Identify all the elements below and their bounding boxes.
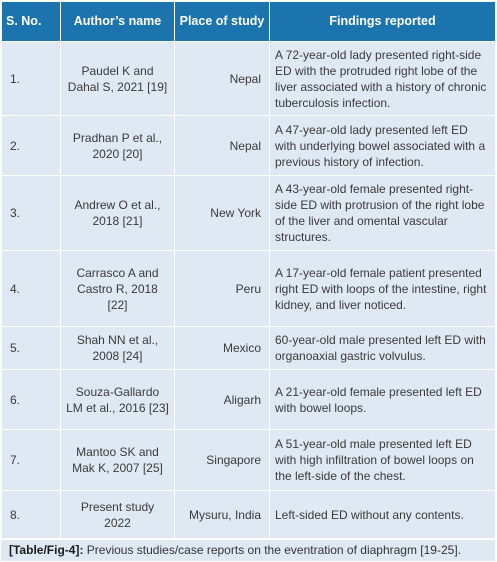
cell-author: Shah NN et al., 2008 [24] [61, 327, 175, 370]
header-sno: S. No. [2, 2, 61, 42]
cell-findings: A 21-year-old female presented left ED with bowel loops. [270, 370, 496, 430]
cell-findings: A 47-year-old lady presented left ED with underlying bowel associated with a previous history of infection. [270, 116, 496, 176]
cell-findings: A 43-year-old female presented right-side ED with protrusion of the right lobe of the liver and omental vascular structures. [270, 176, 496, 251]
table-row [2, 251, 496, 327]
cell-author: Mantoo SK and Mak K, 2007 [25] [61, 430, 175, 491]
cell-place: Nepal [175, 42, 270, 116]
table-caption [1, 540, 495, 561]
cell-author: Andrew O et al., 2018 [21] [61, 176, 175, 251]
cell-place: Mysuru, India [175, 491, 270, 539]
table-row [2, 116, 496, 176]
cell-sno: 2. [2, 116, 61, 176]
cell-sno: 5. [2, 327, 61, 370]
cell-findings: A 17-year-old female patient presented right ED with loops of the intestine, right kidney, and liver noticed. [270, 251, 496, 327]
header-author: Author’s name [61, 2, 175, 42]
table-header-row [2, 2, 496, 42]
cell-author: Paudel K and Dahal S, 2021 [19] [61, 42, 175, 116]
studies-table [1, 1, 496, 539]
cell-place: Peru [175, 251, 270, 327]
cell-place: New York [175, 176, 270, 251]
cell-sno: 6. [2, 370, 61, 430]
cell-sno: 1. [2, 42, 61, 116]
cell-findings: Left-sided ED without any contents. [270, 491, 496, 539]
cell-author: Pradhan P et al., 2020 [20] [61, 116, 175, 176]
cell-place: Mexico [175, 327, 270, 370]
table-row [2, 491, 496, 539]
cell-sno: 7. [2, 430, 61, 491]
cell-place: Singapore [175, 430, 270, 491]
table-row [2, 430, 496, 491]
table-row [2, 370, 496, 430]
cell-sno: 4. [2, 251, 61, 327]
cell-findings: 60-year-old male presented left ED with organoaxial gastric volvulus. [270, 327, 496, 370]
cell-place: Aligarh [175, 370, 270, 430]
cell-author: Carrasco A and Castro R, 2018 [22] [61, 251, 175, 327]
table-row [2, 42, 496, 116]
caption-text: Previous studies/case reports on the eventration of diaphragm [19-25]. [86, 543, 461, 557]
table-row [2, 327, 496, 370]
header-findings: Findings reported [270, 2, 496, 42]
cell-sno: 8. [2, 491, 61, 539]
cell-place: Nepal [175, 116, 270, 176]
cell-author: Souza-Gallardo LM et al., 2016 [23] [61, 370, 175, 430]
cell-findings: A 72-year-old lady presented right-side ED with the protruded right lobe of the liver associated with a history of chronic tuberculosis infection. [270, 42, 496, 116]
table-row [2, 176, 496, 251]
cell-sno: 3. [2, 176, 61, 251]
cell-findings: A 51-year-old male presented left ED with high infiltration of bowel loops on the left-side of the chest. [270, 430, 496, 491]
caption-label: [Table/Fig-4]: [9, 543, 84, 557]
header-place: Place of study [175, 2, 270, 42]
cell-author: Present study 2022 [61, 491, 175, 539]
